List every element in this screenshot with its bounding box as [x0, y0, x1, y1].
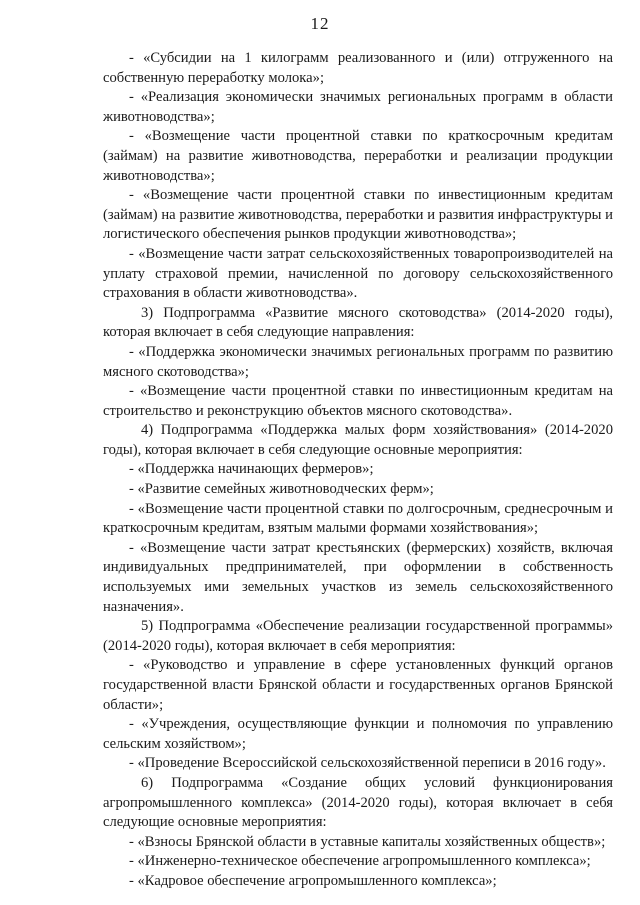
section-heading-beef-cattle: 3) Подпрограмма «Развитие мясного скотоводства» (2014-2020 годы), которая включает в себя следующие направления: — [103, 304, 613, 341]
paragraph-beginning-farmers: - «Поддержка начинающих фермеров»; — [129, 461, 374, 478]
paragraph-short-term-credits: - «Возмещение части процентной ставки по краткосрочным кредитам (займам) на развитие животноводства, переработки и реализации продукции животноводства»; — [103, 128, 613, 184]
paragraph-family-farms: - «Развитие семейных животноводческих ферм»; — [129, 481, 434, 498]
paragraph-investment-credits: - «Возмещение части процентной ставки по инвестиционным кредитам (займам) на развитие животноводства, переработки и развития инфраструктуры и логистического обеспечения рынков продукции животноводства»; — [103, 187, 613, 243]
section-heading-small-farms: 4) Подпрограмма «Поддержка малых форм хозяйствования» (2014-2020 годы), которая включает в себя следующие основные мероприятия: — [103, 422, 613, 458]
paragraph-management: - «Руководство и управление в сфере установленных функций органов государственной власти Брянской области и государственных органов Брянской области»; — [103, 657, 613, 713]
paragraph-regional-programs: - «Реализация экономически значимых региональных программ в области животноводства»; — [103, 89, 613, 125]
paragraph-land-registration: - «Возмещение части затрат крестьянских (фермерских) хозяйств, включая индивидуальных предпринимателей, при оформлении в собственность используемых ими земельных участков из земель сельскохозяйственного назначения». — [103, 539, 613, 615]
page-number: 12 — [310, 14, 330, 33]
section-heading-program-support: 5) Подпрограмма «Обеспечение реализации государственной программы» (2014-2020 годы), которая включает в себя мероприятия: — [103, 618, 613, 654]
section-heading-general-conditions: 6) Подпрограмма «Создание общих условий функционирования агропромышленного комплекса» (2014-2020 годы), которая включает в себя следующие основные мероприятия: — [103, 774, 613, 831]
document-body — [103, 49, 613, 892]
paragraph-small-farm-credits: - «Возмещение части процентной ставки по долгосрочным, среднесрочным и краткосрочным кредитам, взятым малыми формами хозяйствования»; — [103, 500, 613, 537]
paragraph-engineering-support: - «Инженерно-техническое обеспечение агропромышленного комплекса»; — [129, 853, 591, 870]
paragraph-insurance-premium: - «Возмещение части затрат сельскохозяйственных товаропроизводителей на уплату страховой премии, начисленной по договору сельскохозяйственного страхования в области животноводства». — [103, 245, 613, 302]
paragraph-staffing-support: - «Кадровое обеспечение агропромышленного комплекса»; — [129, 872, 497, 889]
paragraph-capital-contributions: - «Взносы Брянской области в уставные капиталы хозяйственных обществ»; — [129, 833, 606, 850]
paragraph-institutions: - «Учреждения, осуществляющие функции и полномочия по управлению сельским хозяйством»; — [103, 716, 613, 752]
paragraph-milk-subsidy: - «Субсидии на 1 килограмм реализованного и (или) отгруженного на собственную переработку молока»; — [103, 50, 613, 86]
paragraph-beef-support: - «Поддержка экономически значимых региональных программ по развитию мясного скотоводства»; — [103, 343, 613, 380]
paragraph-beef-credits: - «Возмещение части процентной ставки по инвестиционным кредитам на строительство и реконструкцию объектов мясного скотоводства». — [103, 383, 613, 419]
paragraph-census: - «Проведение Всероссийской сельскохозяйственной переписи в 2016 году». — [129, 755, 606, 772]
